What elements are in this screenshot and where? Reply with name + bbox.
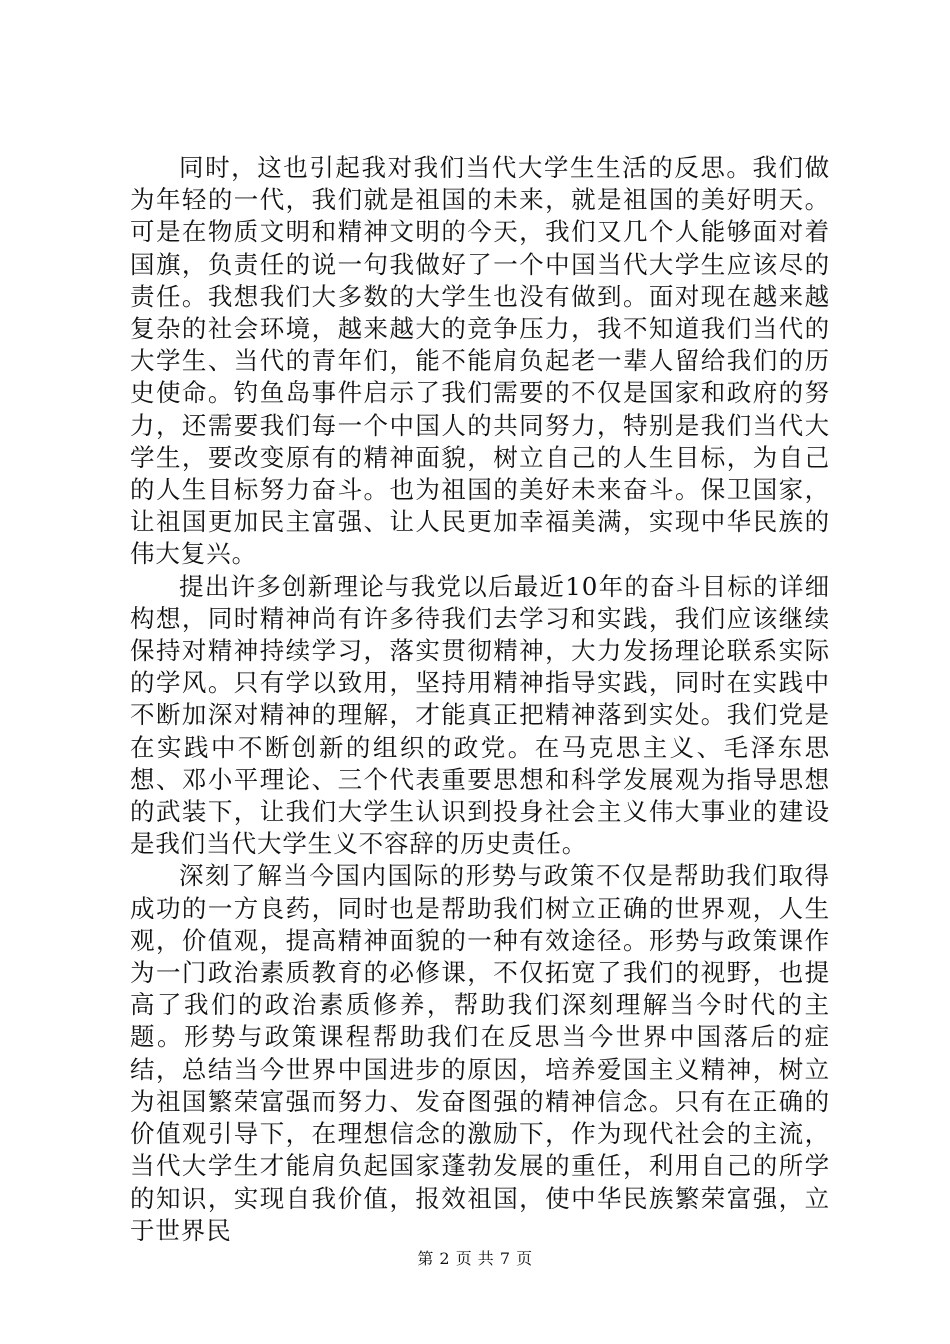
paragraph-theory-practice: 提出许多创新理论与我党以后最近10年的奋斗目标的详细构想，同时精神尚有许多待我们去学习和实践，我们应该继续保持对精神持续学习，落实贯彻精神，大力发扬理论联系实际的学风。只有学以致用，坚持用精神指导实践，同时在实践中不断加深对精神的理解，才能真正把精神落到实处。我们党是在实践中不断创新的组织的政党。在马克思主义、毛泽东思想、邓小平理论、三个代表重要思想和科学发展观为指导思想的武装下，让我们大学生认识到投身社会主义伟大事业的建设是我们当代大学生义不容辞的历史责任。 — [130, 571, 830, 859]
document-body — [130, 152, 830, 1247]
page-number-footer: 第 2 页 共 7 页 — [417, 1249, 533, 1268]
paragraph-reflection: 同时，这也引起我对我们当代大学生生活的反思。我们做为年轻的一代，我们就是祖国的未来，就是祖国的美好明天。可是在物质文明和精神文明的今天，我们又几个人能够面对着国旗，负责任的说一句我做好了一个中国当代大学生应该尽的责任。我想我们大多数的大学生也没有做到。面对现在越来越复杂的社会环境，越来越大的竞争压力，我不知道我们当代的大学生、当代的青年们，能不能肩负起老一辈人留给我们的历史使命。钓鱼岛事件启示了我们需要的不仅是国家和政府的努力，还需要我们每一个中国人的共同努力，特别是我们当代大学生，要改变原有的精神面貌，树立自己的人生目标，为自己的人生目标努力奋斗。也为祖国的美好未来奋斗。保卫国家，让祖国更加民主富强、让人民更加幸福美满，实现中华民族的伟大复兴。 — [130, 153, 830, 569]
paragraph-situation-policy: 深刻了解当今国内国际的形势与政策不仅是帮助我们取得成功的一方良药，同时也是帮助我们树立正确的世界观，人生观，价值观，提高精神面貌的一种有效途径。形势与政策课作为一门政治素质教育的必修课，不仅拓宽了我们的视野，也提高了我们的政治素质修养，帮助我们深刻理解当今时代的主题。形势与政策课程帮助我们在反思当今世界中国落后的症结，总结当今世界中国进步的原因，培养爱国主义精神，树立为祖国繁荣富强而努力、发奋图强的精神信念。只有在正确的价值观引导下，在理想信念的激励下，作为现代社会的主流，当代大学生才能肩负起国家蓬勃发展的重任，利用自己的所学的知识，实现自我价值，报效祖国，使中华民族繁荣富强，立于世界民 — [130, 861, 830, 1245]
